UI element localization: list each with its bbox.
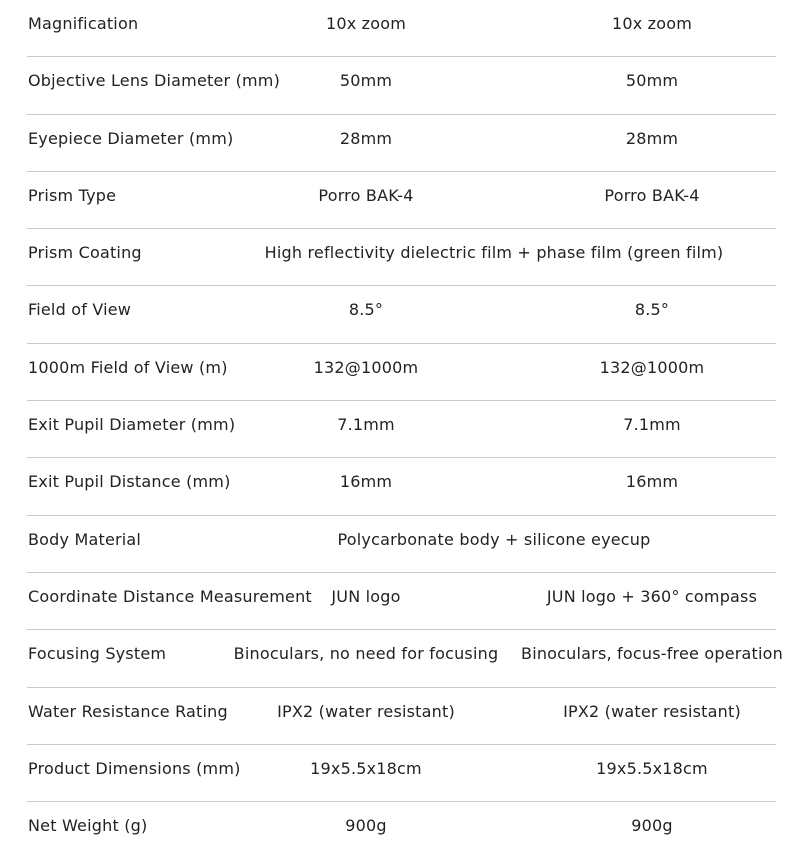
- spec-row-coordinate-distance-measurement: [27, 573, 776, 630]
- spec-row-water-resistance-rating: [27, 688, 776, 745]
- spec-value-model-a: Binoculars, no need for focusing: [233, 644, 499, 664]
- spec-label: Exit Pupil Distance (mm): [28, 472, 231, 492]
- spec-row-prism-coating: [27, 229, 776, 286]
- spec-value-model-b: 19x5.5x18cm: [596, 758, 708, 778]
- spec-label: Objective Lens Diameter (mm): [28, 71, 281, 91]
- spec-value-model-a: 7.1mm: [337, 415, 395, 435]
- spec-value-model-b: 16mm: [625, 472, 679, 492]
- spec-value-model-a: 900g: [345, 816, 387, 836]
- spec-label: Water Resistance Rating: [28, 701, 228, 721]
- spec-row-product-dimensions: [27, 745, 776, 802]
- spec-value-shared: Polycarbonate body + silicone eyecup: [337, 529, 651, 549]
- spec-row-eyepiece-diameter: [27, 115, 776, 172]
- spec-value-model-a: Porro BAK-4: [318, 185, 414, 205]
- spec-label: Exit Pupil Diameter (mm): [28, 415, 236, 435]
- spec-row-field-of-view: [27, 286, 776, 343]
- spec-value-model-b: IPX2 (water resistant): [563, 701, 741, 721]
- spec-value-model-b: 10x zoom: [611, 14, 693, 33]
- spec-value-model-a: 8.5°: [348, 300, 384, 320]
- spec-row-prism-type: [27, 172, 776, 229]
- spec-value-model-a: 19x5.5x18cm: [310, 758, 422, 778]
- spec-row-magnification: [27, 0, 776, 57]
- spec-row-objective-lens-diameter: [27, 57, 776, 114]
- spec-value-model-a: 132@1000m: [313, 357, 419, 377]
- spec-label: Product Dimensions (mm): [28, 758, 241, 778]
- spec-label: Magnification: [28, 14, 139, 33]
- spec-row-exit-pupil-diameter: [27, 401, 776, 458]
- spec-row-net-weight: [27, 802, 776, 858]
- spec-value-model-b: 900g: [631, 816, 673, 836]
- spec-row-body-material: [27, 516, 776, 573]
- spec-row-1000m-field-of-view: [27, 344, 776, 401]
- spec-value-model-a: 50mm: [339, 71, 393, 91]
- spec-value-model-b: 50mm: [625, 71, 679, 91]
- spec-label: Prism Coating: [28, 243, 142, 263]
- spec-value-model-b: 28mm: [625, 128, 679, 148]
- spec-value-model-b: 7.1mm: [623, 415, 681, 435]
- spec-row-exit-pupil-distance: [27, 458, 776, 515]
- spec-label: Eyepiece Diameter (mm): [28, 128, 234, 148]
- spec-value-shared: High reflectivity dielectric film + phase film (green film): [264, 243, 724, 263]
- spec-value-model-b: JUN logo + 360° compass: [546, 586, 758, 606]
- spec-label: Prism Type: [28, 185, 117, 205]
- spec-label: 1000m Field of View (m): [28, 357, 228, 377]
- spec-value-model-b: Porro BAK-4: [604, 185, 700, 205]
- spec-label: Focusing System: [28, 644, 167, 664]
- spec-value-model-a: 10x zoom: [325, 14, 407, 33]
- spec-value-model-a: 16mm: [339, 472, 393, 492]
- spec-row-focusing-system: [27, 630, 783, 687]
- spec-value-model-a: JUN logo: [331, 586, 401, 606]
- spec-value-model-b: Binoculars, focus-free operation: [521, 644, 783, 664]
- spec-value-model-b: 132@1000m: [599, 357, 705, 377]
- spec-label: Body Material: [28, 529, 142, 549]
- spec-label: Coordinate Distance Measurement: [28, 586, 312, 606]
- spec-table: [27, 0, 783, 858]
- spec-value-model-b: 8.5°: [634, 300, 670, 320]
- spec-value-model-a: IPX2 (water resistant): [277, 701, 455, 721]
- spec-label: Field of View: [28, 300, 132, 320]
- spec-value-model-a: 28mm: [339, 128, 393, 148]
- spec-label: Net Weight (g): [28, 816, 148, 836]
